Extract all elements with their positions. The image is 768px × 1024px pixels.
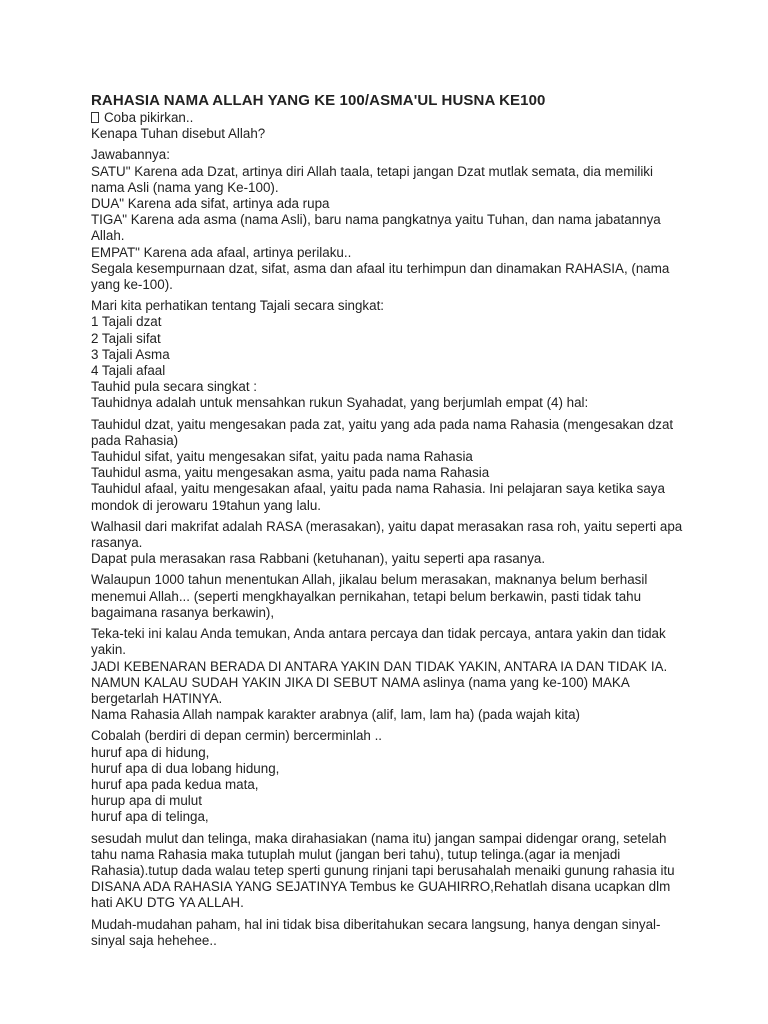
text-line: mondok di jerowaru 19tahun yang lalu.: [91, 497, 322, 513]
text-line: yakin.: [91, 642, 126, 658]
document-body: [91, 110, 691, 949]
text-line: 3 Tajali Asma: [91, 346, 170, 362]
text-line: 1 Tajali dzat: [91, 314, 162, 330]
text-line: menemui Allah... (seperti mengkhayalkan pernikahan, tetapi belum berkawin, pasti tidak tahu: [91, 588, 642, 604]
paragraph: [91, 728, 691, 825]
paragraph: [91, 572, 691, 621]
paragraph: [91, 519, 691, 568]
text-line: sesudah mulut dan telinga, maka dirahasiakan (nama itu) jangan sampai didengar orang, setelah: [91, 830, 667, 846]
text-line: DISANA ADA RAHASIA YANG SEJATINYA Tembus ke GUAHIRRO,Rehatlah disana ucapkan dlm: [91, 879, 671, 895]
text-line: hurup apa di mulut: [91, 793, 202, 809]
text-line: Jawabannya:: [91, 147, 170, 163]
text-line: bergetarlah HATINYA.: [91, 690, 223, 706]
missing-glyph-icon: [91, 112, 99, 123]
text-line: Mari kita perhatikan tentang Tajali secara singkat:: [91, 298, 385, 314]
text-line: huruf apa di telinga,: [91, 809, 209, 825]
text-line: Mudah-mudahan paham, hal ini tidak bisa diberitahukan secara langsung, hanya dengan sinyal-: [91, 916, 661, 932]
text-line: sinyal saja hehehee..: [91, 932, 217, 948]
document-title: RAHASIA NAMA ALLAH YANG KE 100/ASMA'UL HUSNA KE100: [91, 92, 546, 109]
text-line: TIGA" Karena ada asma (nama Asli), baru nama pangkatnya yaitu Tuhan, dan nama jabatannya: [91, 212, 661, 228]
text-line: Rahasia).tutup dada walau tetep sperti gunung rinjani tapi berusahalah menaiki gunung rahasia itu: [91, 862, 675, 878]
text-line: Dapat pula merasakan rasa Rabbani (ketuhanan), yaitu seperti apa rasanya.: [91, 551, 546, 567]
text-line: huruf apa di hidung,: [91, 744, 210, 760]
text-line: Tauhidul sifat, yaitu mengesakan sifat, yaitu pada nama Rahasia: [91, 449, 473, 465]
text-line: bagaimana rasanya berkawin),: [91, 604, 275, 620]
paragraph: [91, 831, 691, 912]
text-line: 2 Tajali sifat: [91, 330, 161, 346]
text-line: hati AKU DTG YA ALLAH.: [91, 895, 244, 911]
paragraph: [91, 417, 691, 514]
text-line: EMPAT" Karena ada afaal, artinya perilaku..: [91, 244, 352, 260]
text-line: Nama Rahasia Allah nampak karakter arabnya (alif, lam, lam ha) (pada wajah kita): [91, 707, 580, 723]
text-line: Tauhidul asma, yaitu mengesakan asma, yaitu pada nama Rahasia: [91, 465, 490, 481]
text-line: [91, 110, 691, 126]
text-line: Walhasil dari makrifat adalah RASA (merasakan), yaitu dapat merasakan rasa roh, yaitu seperti apa: [91, 518, 683, 534]
text-line: Tauhidul dzat, yaitu mengesakan pada zat, yaitu yang ada pada nama Rahasia (mengesakan dzat: [91, 416, 674, 432]
text-line: pada Rahasia): [91, 432, 179, 448]
text-line: SATU" Karena ada Dzat, artinya diri Allah taala, tetapi jangan Dzat mutlak semata, dia memiliki: [91, 163, 653, 179]
text-line: Kenapa Tuhan disebut Allah?: [91, 126, 266, 142]
text-line: rasanya.: [91, 535, 143, 551]
paragraph: [91, 917, 691, 949]
text-line: tahu nama Rahasia maka tutuplah mulut (jangan beri tahu), tutup telinga.(agar ia menjadi: [91, 846, 621, 862]
paragraph: [91, 626, 691, 723]
text-line: 4 Tajali afaal: [91, 363, 166, 379]
text-line: Teka-teki ini kalau Anda temukan, Anda antara percaya dan tidak percaya, antara yakin dan tidak: [91, 626, 666, 642]
paragraph: [91, 110, 691, 142]
text-line: Allah.: [91, 228, 125, 244]
text-line: Segala kesempurnaan dzat, sifat, asma dan afaal itu terhimpun dan dinamakan RAHASIA, (nama: [91, 260, 670, 276]
text-line: nama Asli (nama yang Ke-100).: [91, 179, 279, 195]
text-line: Tauhidnya adalah untuk mensahkan rukun Syahadat, yang berjumlah empat (4) hal:: [91, 395, 589, 411]
text-line: huruf apa pada kedua mata,: [91, 776, 259, 792]
text-line: Tauhidul afaal, yaitu mengesakan afaal, yaitu pada nama Rahasia. Ini pelajaran saya ketika saya: [91, 481, 665, 497]
paragraph: [91, 147, 691, 293]
text-line: Cobalah (berdiri di depan cermin) bercerminlah ..: [91, 728, 383, 744]
text-line: huruf apa di dua lobang hidung,: [91, 760, 280, 776]
text-line: Walaupun 1000 tahun menentukan Allah, jikalau belum merasakan, maknanya belum berhasil: [91, 572, 648, 588]
text-line: yang ke-100).: [91, 277, 173, 293]
text-line: JADI KEBENARAN BERADA DI ANTARA YAKIN DAN TIDAK YAKIN, ANTARA IA DAN TIDAK IA.: [91, 658, 668, 674]
document-page: [91, 92, 691, 954]
text-line: DUA" Karena ada sifat, artinya ada rupa: [91, 196, 330, 212]
text-line: NAMUN KALAU SUDAH YAKIN JIKA DI SEBUT NAMA aslinya (nama yang ke-100) MAKA: [91, 674, 630, 690]
text-line-content: Coba pikirkan..: [104, 110, 194, 125]
text-line: Tauhid pula secara singkat :: [91, 379, 257, 395]
paragraph: [91, 298, 691, 411]
